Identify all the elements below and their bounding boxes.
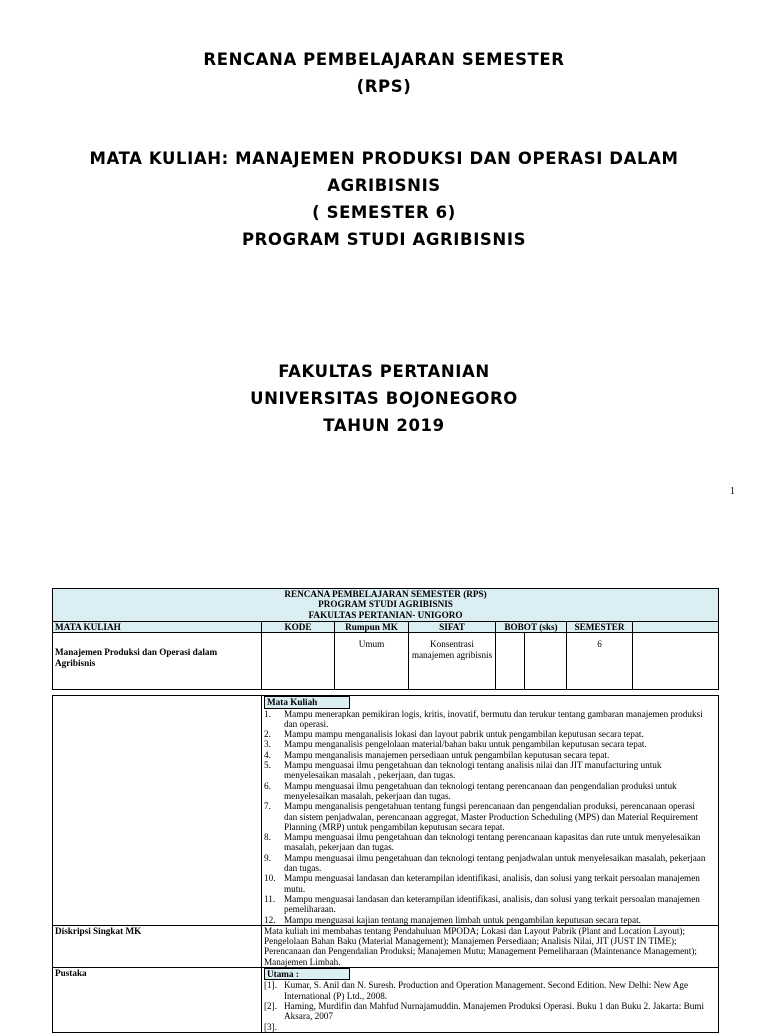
cp-list-item-text: Mampu menguasai ilmu pengetahuan dan teknologi tentang perencanaan dan pengendalian produksi untuk menyelesaikan masalah, pekerjaan dan tugas. [284,780,677,801]
pustaka-cell [262,968,719,1033]
cp-list-item-number: 6. [264,780,271,791]
cp-list-item [264,894,710,915]
rps-header-title: RENCANA PEMBELAJARAN SEMESTER (RPS) [284,589,487,599]
cp-list-item [264,832,710,853]
col-semester: SEMESTER [567,622,633,633]
cp-list-item-number: 1. [264,708,271,719]
cp-list-item-number: 10. [264,873,276,884]
cp-list-item-number: 12. [264,914,276,925]
cp-list-item-number: 11. [264,893,276,904]
semester-label: ( SEMESTER 6) [312,203,456,222]
cp-list-item [264,729,710,739]
cp-list [262,709,718,925]
pustaka-label: Pustaka [53,968,262,1033]
cp-list-item [264,760,710,781]
cp-sublabel: Mata Kuliah [264,696,350,708]
cp-list-item [264,750,710,760]
cp-list-item [264,801,710,832]
cp-list-item-text: Mampu menguasai kajian tentang manajemen limbah untuk pengambilan keputusan secara tepat. [284,914,641,925]
program-label: PROGRAM STUDI AGRIBISNIS [241,230,527,249]
course-rumpun: Umum [335,633,409,690]
pustaka-list-item-number: [1]. [264,980,278,991]
cp-list-item-number: 8. [264,832,271,843]
year-label: TAHUN 2019 [323,416,445,435]
rps-header-program: PROGRAM STUDI AGRIBISNIS [318,599,453,610]
rps-header-faculty: FAKULTAS PERTANIAN- UNIGORO [308,609,463,620]
col-sifat: SIFAT [409,622,496,633]
course-title-line1: MATA KULIAH: MANAJEMEN PRODUKSI DAN OPERASI DALAM [89,149,679,168]
cp-list-item [264,915,710,925]
course-name: Manajemen Produksi dan Operasi dalam Agribisnis [53,633,262,690]
col-rumpun: Rumpun MK [335,622,409,633]
cp-list-item-number: 2. [264,729,271,740]
cp-list-item-text: Mampu menganalisis pengelolaan material/bahan baku untuk pengambilan keputusan secara tepat. [284,739,647,750]
course-title-line2: AGRIBISNIS [327,176,441,195]
pustaka-list-item-number: [2]. [264,1000,278,1011]
cp-list-item-number: 7. [264,801,271,812]
cp-list-item [264,873,710,894]
course-extra [633,633,719,690]
col-mata-kuliah: MATA KULIAH [53,622,262,633]
course-bobot-1 [496,633,525,690]
pustaka-list [262,980,718,1031]
rps-header [53,589,719,622]
desc-text: Mata kuliah ini membahas tentang Pendahuluan MPODA; Lokasi dan Layout Pabrik (Plant and Location Layout); Pengelolaan Bahan Baku (Material Management); Manajemen Persediaan; Analisis Nilai, JIT (JUST IN TIME); Perencanaan dan Pengendalian Produksi; Manajemen Mutu; Management Pemeliharaan (Maintenance Management); Manajemen Limbah. [262,925,719,967]
course-semester: 6 [567,633,633,690]
cp-list-item [264,739,710,749]
cp-list-item-number: 4. [264,749,271,760]
pustaka-list-item [264,1001,710,1022]
cp-list-item-text: Mampu menguasai ilmu pengetahuan dan teknologi tentang analisis nilai dan JIT manufacturing untuk menyelesaikan masalah , pekerjaan, dan tugas. [284,760,662,781]
cp-list-item-number: 9. [264,852,271,863]
cp-list-item-text: Mampu mampu menganalisis lokasi dan layout pabrik untuk pengambilan keputusan secara tepat. [284,729,644,740]
cp-list-item-text: Mampu menguasai landasan dan keterampilan identifikasi, analisis, dan solusi yang terkait persoalan manajemen pemeliharaan. [284,893,700,915]
cp-list-item-number: 3. [264,739,271,750]
cp-cell [262,696,719,926]
desc-label: Diskripsi Singkat MK [53,925,262,967]
course-kode [262,633,335,690]
page-number: 1 [730,486,735,497]
pustaka-list-item-text [284,1022,710,1032]
pustaka-list-item-text: Kumar, S. Anil dan N. Suresh. Production and Operation Management. Second Edition. New Delhi: New Age International (P) Ltd., 2008. [284,980,689,1001]
cp-list-item-text: Mampu menguasai ilmu pengetahuan dan teknologi tentang penjadwalan untuk menyelesaikan masalah, pekerjaan dan tugas. [284,852,706,874]
pustaka-list-item [264,980,710,1001]
cover-title-block [0,46,768,439]
col-empty [633,622,719,633]
col-bobot: BOBOT (sks) [496,622,567,633]
cp-list-item-text: Mampu menguasai landasan dan keterampilan identifikasi, analisis, dan solusi yang terkait persoalan manajemen mutu. [284,873,700,894]
pustaka-list-item-text: Haming, Murdifin dan Mahfud Nurnajamuddin. Manajemen Produksi Operasi. Buku 1 dan Buku 2. Jakarta: Bumi Aksara, 2007 [284,1000,705,1022]
cp-list-item-text: Mampu menganalisis manajemen persediaan untuk pengambilan keputusan secara tepat. [284,749,610,760]
pustaka-list-item-number: [3]. [264,1021,278,1032]
cp-list-item [264,781,710,802]
cp-list-item [264,709,710,730]
rps-table [52,588,719,1033]
document-title-abbrev: (RPS) [356,77,412,96]
course-sifat: Konsentrasi manajemen agribisnis [409,633,496,690]
cp-list-item-number: 5. [264,760,271,771]
pustaka-list-item [264,1022,710,1032]
cp-list-item [264,853,710,874]
cp-left-cell [53,696,262,926]
cp-list-item-text: Mampu menerapkan pemikiran logis, kritis, inovatif, bermutu dan terukur tentang gambaran manajemen produksi dan operasi. [284,708,703,729]
cp-list-item-text: Mampu menguasai ilmu pengetahuan dan teknologi tentang perencanaan kapasitas dan rute untuk menyelesaikan masalah, pekerjaan dan tugas. [284,832,701,853]
university-label: UNIVERSITAS BOJONEGORO [250,389,518,408]
faculty-label: FAKULTAS PERTANIAN [278,362,490,381]
cp-list-item-text: Mampu menganalisis pengetahuan tentang fungsi perencanaan dan pengendalian produksi, perencanaan operasi dan sistem penjadwalan, perencanaan aggregat, Master Production Scheduling (MPS) dan Material Requirement Planning (MRP) untuk pengambilan keputusan secara tepat. [284,801,699,832]
utama-sublabel: Utama : [264,968,350,980]
document-title: RENCANA PEMBELAJARAN SEMESTER [203,50,565,69]
col-kode: KODE [262,622,335,633]
course-bobot-2 [525,633,567,690]
